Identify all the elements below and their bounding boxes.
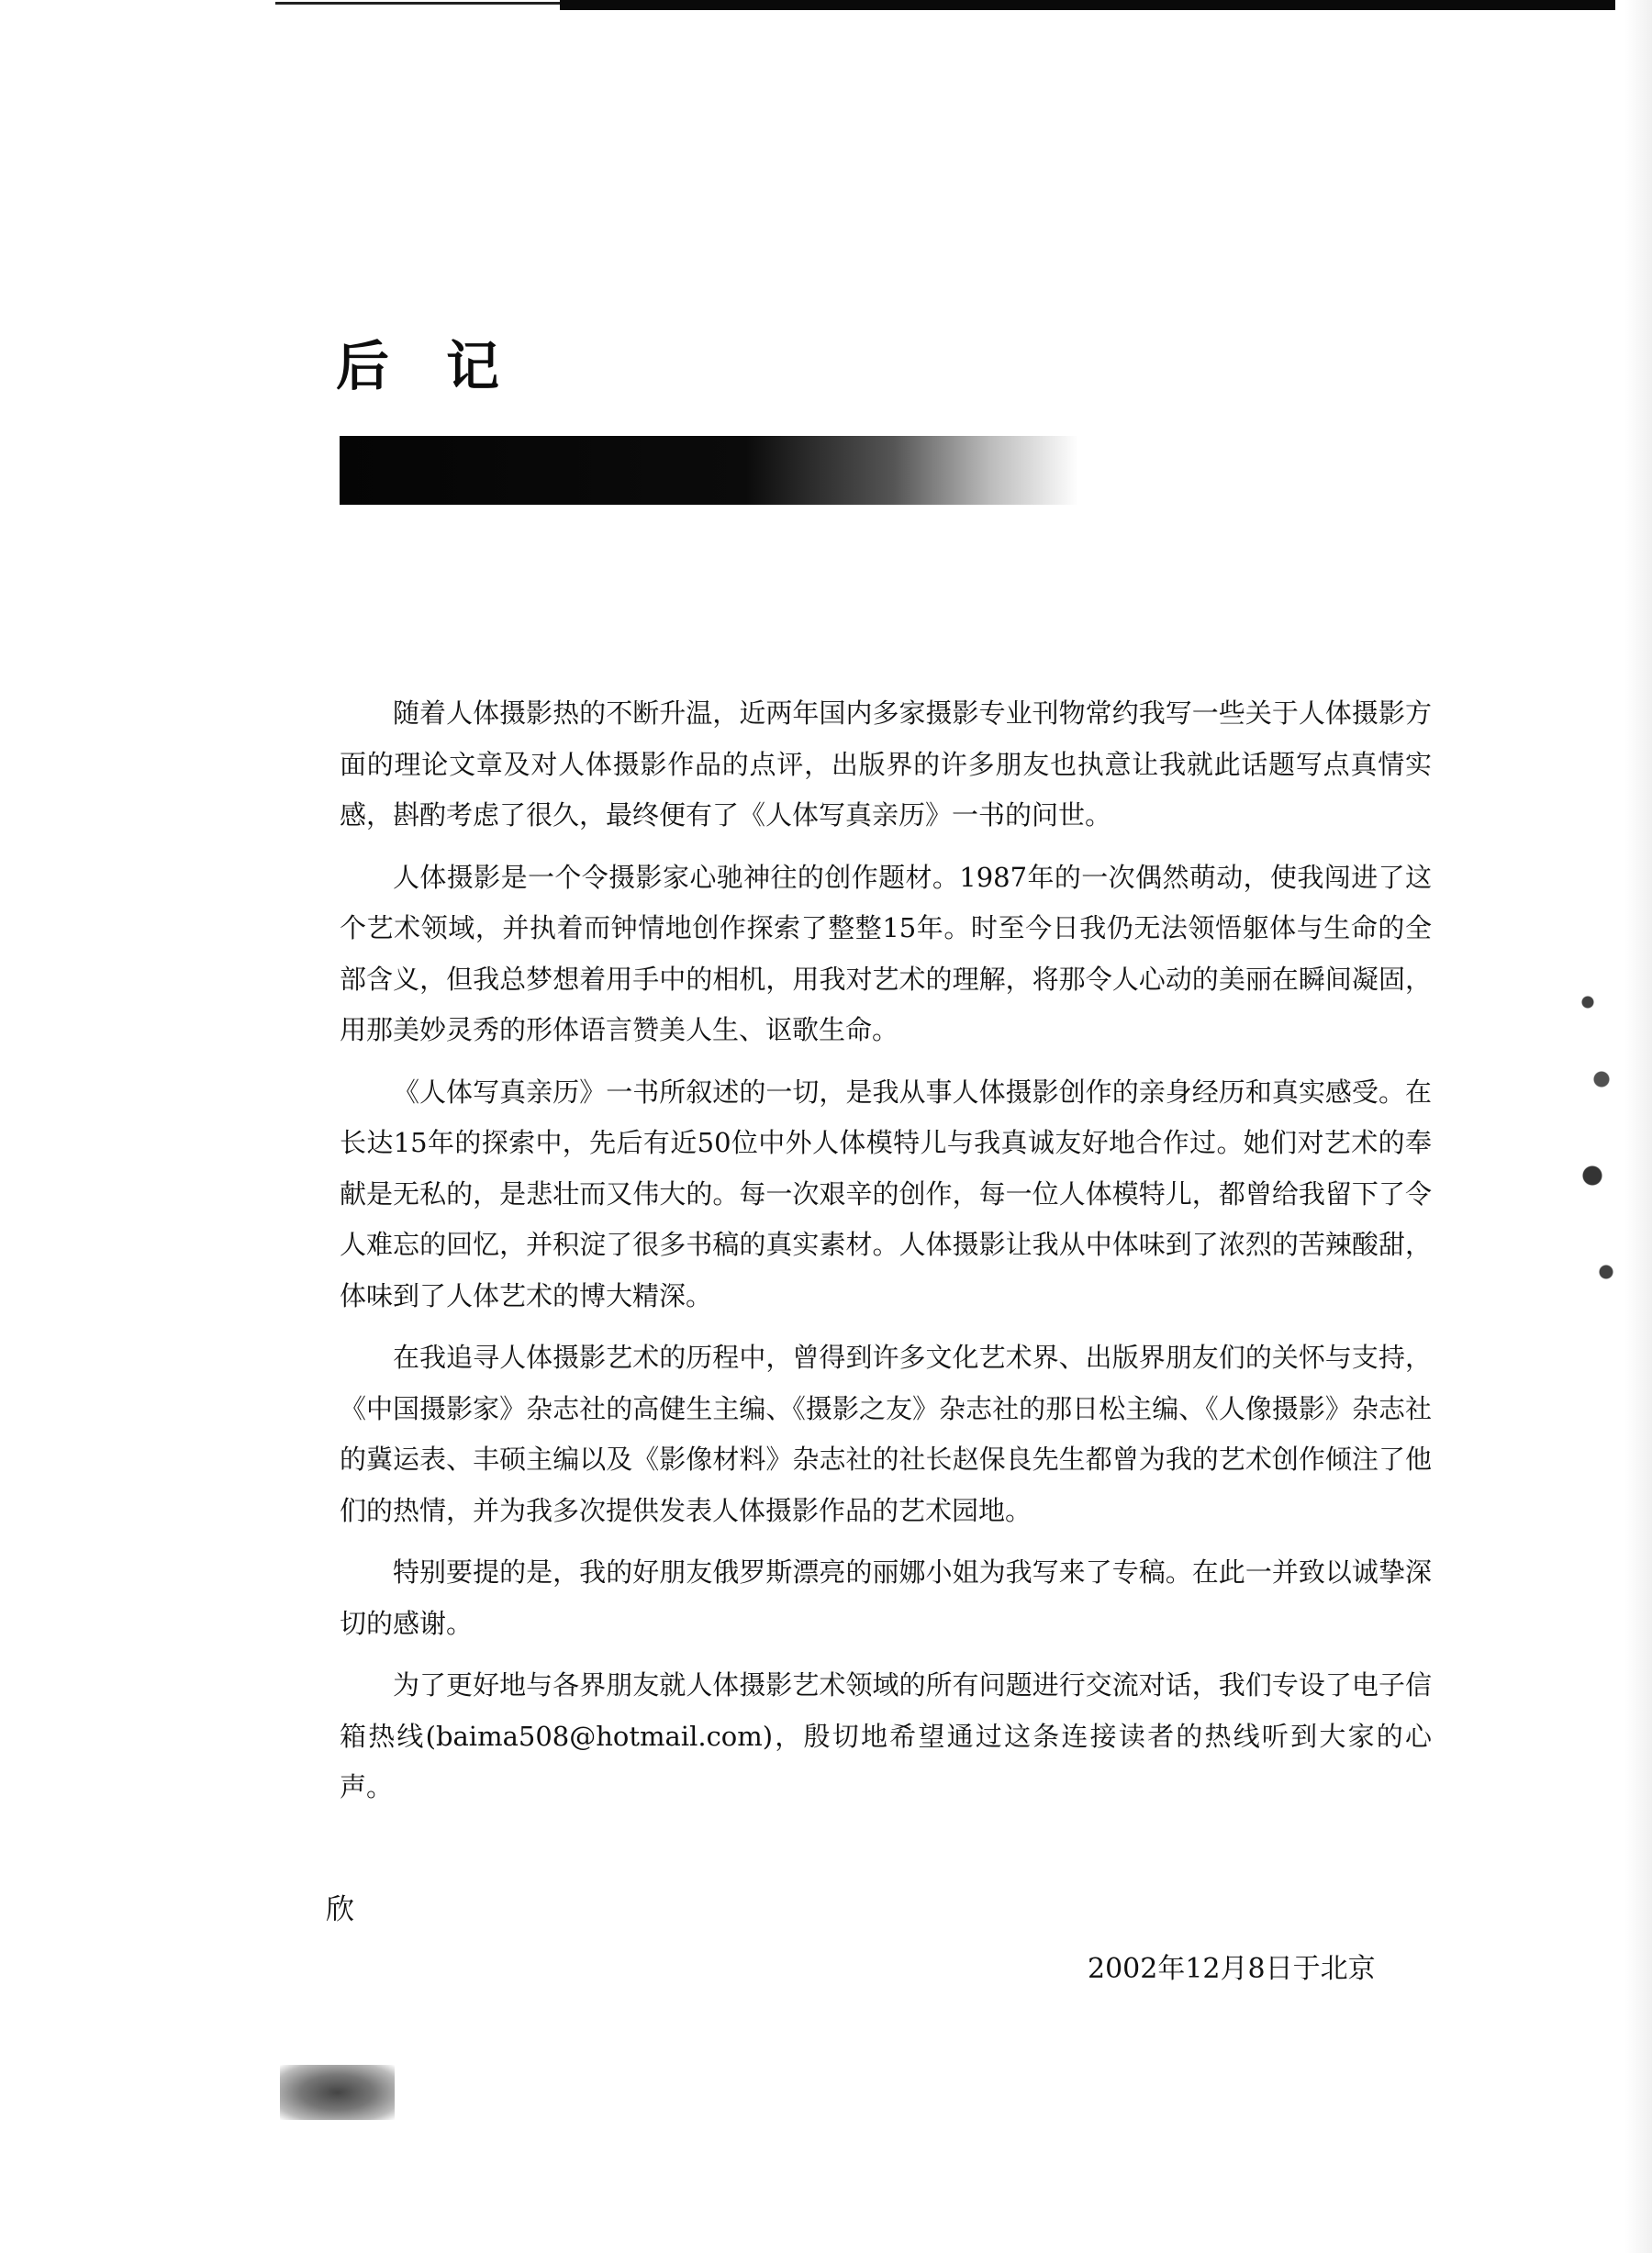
page-number-tab <box>280 2065 395 2120</box>
paragraph-4: 在我追寻人体摄影艺术的历程中，曾得到许多文化艺术界、出版界朋友们的关怀与支持，《中国摄影家》杂志社的高健生主编、《摄影之友》杂志社的那日松主编、《人像摄影》杂志社的冀运表、丰硕主编以及《影像材料》杂志社的社长赵保良先生都曾为我的艺术创作倾注了他们的热情，并为我多次提供发表人体摄影作品的艺术园地。 <box>340 1342 1432 1526</box>
title-gradient-bar <box>340 436 1078 505</box>
paragraph-5: 特别要提的是，我的好朋友俄罗斯漂亮的丽娜小姐为我写来了专稿。在此一并致以诚挚深切的感谢。 <box>340 1556 1432 1639</box>
date-line: 2002年12月8日于北京 <box>1088 1953 1376 1985</box>
top-thin-rule <box>275 2 560 5</box>
scan-edge-shadow <box>1624 0 1652 2253</box>
author-signature: 欣 <box>326 1893 354 1926</box>
paragraph-6: 为了更好地与各界朋友就人体摄影艺术领域的所有问题进行交流对话，我们专设了电子信箱热线(baima508@hotmail.com)，殷切地希望通过这条连接读者的热线听到大家的心声。 <box>340 1669 1432 1802</box>
body-text <box>340 688 1432 1824</box>
paragraph-2: 人体摄影是一个令摄影家心驰神往的创作题材。1987年的一次偶然萌动，使我闯进了这个艺术领域，并执着而钟情地创作探索了整整15年。时至今日我仍无法领悟躯体与生命的全部含义，但我总梦想着用手中的相机，用我对艺术的理解，将那令人心动的美丽在瞬间凝固，用那美妙灵秀的形体语言赞美人生、讴歌生命。 <box>340 861 1432 1045</box>
top-rule <box>560 0 1615 10</box>
paragraph-3: 《人体写真亲历》一书所叙述的一切，是我从事人体摄影创作的亲身经历和真实感受。在长达15年的探索中，先后有近50位中外人体模特儿与我真诚友好地合作过。她们对艺术的奉献是无私的，是悲壮而又伟大的。每一次艰辛的创作，每一位人体模特儿，都曾给我留下了令人难忘的回忆，并积淀了很多书稿的真实素材。人体摄影让我从中体味到了浓烈的苦辣酸甜，体味到了人体艺术的博大精深。 <box>340 1076 1432 1311</box>
page-title: 后记 <box>336 335 557 397</box>
paragraph-1: 随着人体摄影热的不断升温，近两年国内多家摄影专业刊物常约我写一些关于人体摄影方面的理论文章及对人体摄影作品的点评，出版界的许多朋友也执意让我就此话题写点真情实感，斟酌考虑了很久，最终便有了《人体写真亲历》一书的问世。 <box>340 697 1432 831</box>
scan-edge-specks <box>1574 964 1620 1349</box>
